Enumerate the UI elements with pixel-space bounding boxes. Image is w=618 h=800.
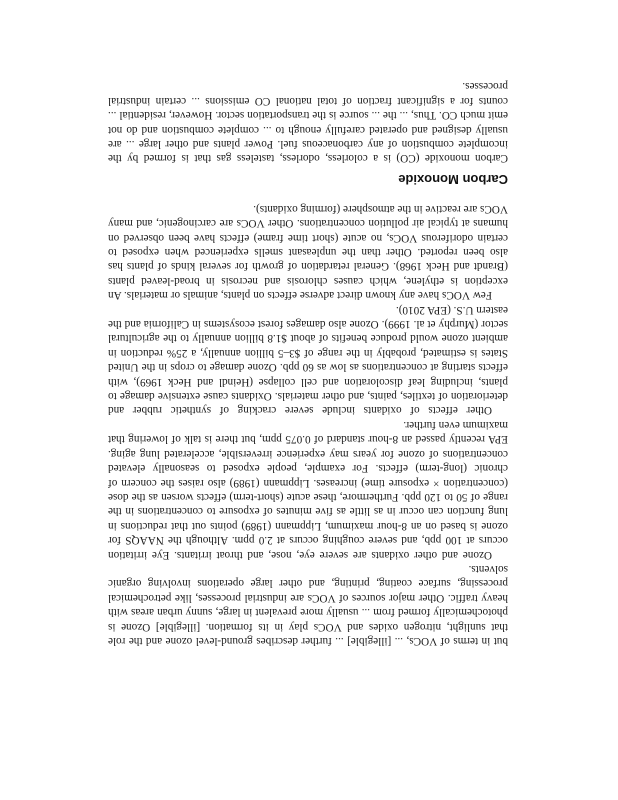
paragraph: Few VOCs have any known direct adverse effects on plants, animals or materials. An exception is ethylene, which causes chlorosis and necrosis in broad-leaved plants (Brandt and Heck 1968). General retardation of growth for several kinds of plants has also been reported. Other than the unpleasant smells experienced when exposed to certain odoriferous VOCs, no acute (short time frame) effects have been observed on humans at typical air pollution concentrations. Other VOCs are carcinogenic, and many VOCs are reactive in the atmosphere (forming oxidants). [108,202,508,302]
paragraph: but in terms of VOCs, ... [illegible] ... further describes ground-level ozone and the role that sunlight, nitrogen oxides and VOCs play in its formation. [illegible] Ozone is photochemically formed from ... usually more prevalent in large, sunny urban areas with heavy traffic. Other major sources of VOCs are industrial processes, like petrochemical processing, surface coating, printing, and other large operations involving organic solvents. [108,562,508,647]
paragraph: Other effects of oxidants include severe cracking of synthetic rubber and deterioration of textiles, paints, and other materials. Oxidants cause extensive damage to plants, including leaf discoloration and cell collapse (Heindl and Heck 1969), with effects starting at concentrations as low as 60 ppb. Ozone damage to crops in the United States is estimated, probably in the range of $3–5 billion annually, a 25% reduction in ambient ozone would produce benefits of about $1.8 billion annually to the agricultural sector (Murphy et al. 1999). Ozone also damages forest ecosystems in California and the eastern U.S. (EPA 2010). [108,303,508,417]
section-heading: Carbon Monoxide [398,172,508,188]
paragraph: Ozone and other oxidants are severe eye, nose, and throat irritants. Eye irritation occurs at 100 ppb, and severe coughing occurs at 2.0 ppm. Although the NAAQS for ozone is based on an 8-hour maximum, Lippmann (1989) points out that reductions in lung function can occur in as little as five minutes of exposure to concentrations in the range of 50 to 120 ppb. Furthermore, these acute (short-term) effects worsen as the dose (concentration × exposure time) increases. Lippmann (1989) also raises the concern of chronic (long-term) effects. For example, people exposed to seasonally elevated concentrations of ozone for years may experience irreversible, accelerated lung aging. EPA recently passed an 8-hour standard of 0.075 ppm, but there is talk of lowering that maximum even further. [108,418,508,561]
body-text [108,79,508,648]
paragraph: Carbon monoxide (CO) is a colorless, odorless, tasteless gas that is formed by the incomplete combustion of any carbonaceous fuel. Power plants and other large ... are usually designed and operated carefully enough to ... complete combustion and do not emit much CO. Thus, ... the ... source is the transportation sector. However, residential ... counts for a significant fraction of total national CO emissions ... certain industrial processes. [108,80,508,165]
